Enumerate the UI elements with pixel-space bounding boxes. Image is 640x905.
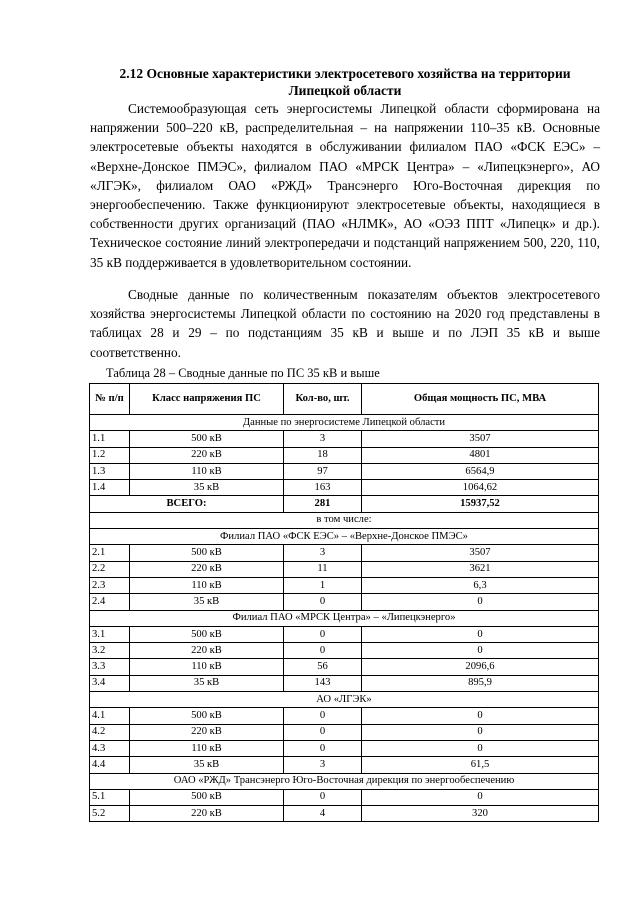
cell-class: 220 кВ: [130, 561, 284, 577]
cell-num: 2.3: [90, 577, 130, 593]
cell-power: 61,5: [362, 757, 599, 773]
cell-power: 895,9: [362, 675, 599, 691]
cell-num: 1.1: [90, 431, 130, 447]
table-row: [90, 463, 599, 479]
header-num: № п/п: [90, 384, 130, 415]
cell-class: 35 кВ: [130, 757, 284, 773]
header-class: Класс напряжения ПС: [130, 384, 284, 415]
cell-power: 2096,6: [362, 659, 599, 675]
total-label: ВСЕГО:: [90, 496, 284, 512]
cell-num: 4.4: [90, 757, 130, 773]
cell-power: 0: [362, 724, 599, 740]
section-title: Филиал ПАО «МРСК Центра» – «Липецкэнерго»: [90, 610, 599, 626]
header-power: Общая мощность ПС, МВА: [362, 384, 599, 415]
cell-count: 97: [284, 463, 362, 479]
cell-class: 220 кВ: [130, 447, 284, 463]
cell-class: 500 кВ: [130, 789, 284, 805]
cell-power: 3507: [362, 545, 599, 561]
cell-count: 163: [284, 480, 362, 496]
cell-count: 0: [284, 643, 362, 659]
section-row: [90, 415, 599, 431]
table-row: [90, 545, 599, 561]
cell-count: 0: [284, 708, 362, 724]
cell-num: 2.2: [90, 561, 130, 577]
section-row: [90, 773, 599, 789]
cell-count: 3: [284, 757, 362, 773]
cell-num: 3.4: [90, 675, 130, 691]
section-heading: 2.12 Основные характеристики электросетевого хозяйства на территории Липецкой области: [119, 66, 571, 98]
section-title: Данные по энергосистеме Липецкой области: [90, 415, 599, 431]
table-row: [90, 431, 599, 447]
cell-power: 6564,9: [362, 463, 599, 479]
cell-class: 110 кВ: [130, 463, 284, 479]
cell-num: 5.2: [90, 806, 130, 822]
table-row: [90, 447, 599, 463]
table-row: [90, 724, 599, 740]
cell-count: 11: [284, 561, 362, 577]
substations-table: [89, 383, 599, 822]
table-row: [90, 643, 599, 659]
cell-count: 0: [284, 594, 362, 610]
cell-class: 35 кВ: [130, 594, 284, 610]
table-row: [90, 561, 599, 577]
cell-power: 0: [362, 626, 599, 642]
section-title: Филиал ПАО «ФСК ЕЭС» – «Верхне-Донское ПМЭС»: [90, 529, 599, 545]
cell-num: 4.2: [90, 724, 130, 740]
cell-power: 0: [362, 643, 599, 659]
table-row: [90, 675, 599, 691]
cell-class: 500 кВ: [130, 708, 284, 724]
cell-class: 35 кВ: [130, 675, 284, 691]
cell-num: 1.3: [90, 463, 130, 479]
section-title: ОАО «РЖД» Трансэнерго Юго-Восточная дирекция по энергообеспечению: [90, 773, 599, 789]
cell-count: 4: [284, 806, 362, 822]
cell-power: 0: [362, 740, 599, 756]
section-row: [90, 692, 599, 708]
cell-power: 320: [362, 806, 599, 822]
cell-power: 1064,62: [362, 480, 599, 496]
cell-class: 220 кВ: [130, 724, 284, 740]
cell-power: 0: [362, 594, 599, 610]
total-row: [90, 496, 599, 512]
table-header-row: [90, 384, 599, 415]
cell-class: 220 кВ: [130, 806, 284, 822]
cell-count: 1: [284, 577, 362, 593]
cell-count: 56: [284, 659, 362, 675]
cell-count: 0: [284, 724, 362, 740]
table-row: [90, 659, 599, 675]
cell-num: 2.4: [90, 594, 130, 610]
cell-num: 1.4: [90, 480, 130, 496]
cell-power: 0: [362, 708, 599, 724]
cell-power: 0: [362, 789, 599, 805]
table-row: [90, 577, 599, 593]
cell-class: 500 кВ: [130, 545, 284, 561]
table-row: [90, 626, 599, 642]
cell-power: 3507: [362, 431, 599, 447]
total-count: 281: [284, 496, 362, 512]
table-row: [90, 757, 599, 773]
cell-num: 3.3: [90, 659, 130, 675]
cell-count: 18: [284, 447, 362, 463]
cell-num: 4.1: [90, 708, 130, 724]
cell-power: 4801: [362, 447, 599, 463]
total-power: 15937,52: [362, 496, 599, 512]
cell-count: 0: [284, 740, 362, 756]
cell-num: 4.3: [90, 740, 130, 756]
table-row: [90, 480, 599, 496]
paragraph-2: Сводные данные по количественным показателям объектов электросетевого хозяйства энергосистемы Липецкой области по состоянию на 2020 год представлены в таблицах 28 и 29 – по подстанциям 35 кВ и выше и по ЛЭП 35 кВ и выше соответственно.: [90, 287, 600, 360]
table-row: [90, 594, 599, 610]
table-row: [90, 740, 599, 756]
table-row: [90, 789, 599, 805]
cell-num: 3.1: [90, 626, 130, 642]
cell-class: 500 кВ: [130, 431, 284, 447]
cell-count: 0: [284, 626, 362, 642]
cell-num: 3.2: [90, 643, 130, 659]
cell-count: 0: [284, 789, 362, 805]
header-count: Кол-во, шт.: [284, 384, 362, 415]
section-title: АО «ЛГЭК»: [90, 692, 599, 708]
section-row: [90, 512, 599, 528]
cell-class: 35 кВ: [130, 480, 284, 496]
cell-power: 3621: [362, 561, 599, 577]
paragraph-1: Системообразующая сеть энергосистемы Липецкой области сформирована на напряжении 500–220 кВ, распределительная – на напряжении 110–35 кВ. Основные электросетевые объекты находятся в обслуживании филиалом ПАО «ФСК ЕЭС» – «Верхне-Донское ПМЭС», филиалом ПАО «МРСК Центра» – «Липецкэнерго», АО «ЛГЭК», филиалом ОАО «РЖД» Трансэнерго Юго-Восточная дирекция по энергообеспечению. Также функционируют электросетевые объекты, находящиеся в собственности других организаций (ПАО «НЛМК», АО «ОЭЗ ППТ «Липецк» и др.). Техническое состояние линий электропередачи и подстанций напряжением 500, 220, 110, 35 кВ поддерживается в удовлетворительном состоянии.: [90, 101, 600, 270]
cell-class: 500 кВ: [130, 626, 284, 642]
cell-power: 6,3: [362, 577, 599, 593]
cell-class: 220 кВ: [130, 643, 284, 659]
cell-count: 3: [284, 431, 362, 447]
cell-num: 1.2: [90, 447, 130, 463]
cell-count: 3: [284, 545, 362, 561]
cell-num: 2.1: [90, 545, 130, 561]
table-caption: Таблица 28 – Сводные данные по ПС 35 кВ и выше: [106, 366, 380, 380]
table-row: [90, 708, 599, 724]
including-label: в том числе:: [90, 512, 599, 528]
cell-class: 110 кВ: [130, 659, 284, 675]
table-row: [90, 806, 599, 822]
cell-class: 110 кВ: [130, 740, 284, 756]
section-row: [90, 610, 599, 626]
cell-class: 110 кВ: [130, 577, 284, 593]
cell-num: 5.1: [90, 789, 130, 805]
section-row: [90, 529, 599, 545]
cell-count: 143: [284, 675, 362, 691]
